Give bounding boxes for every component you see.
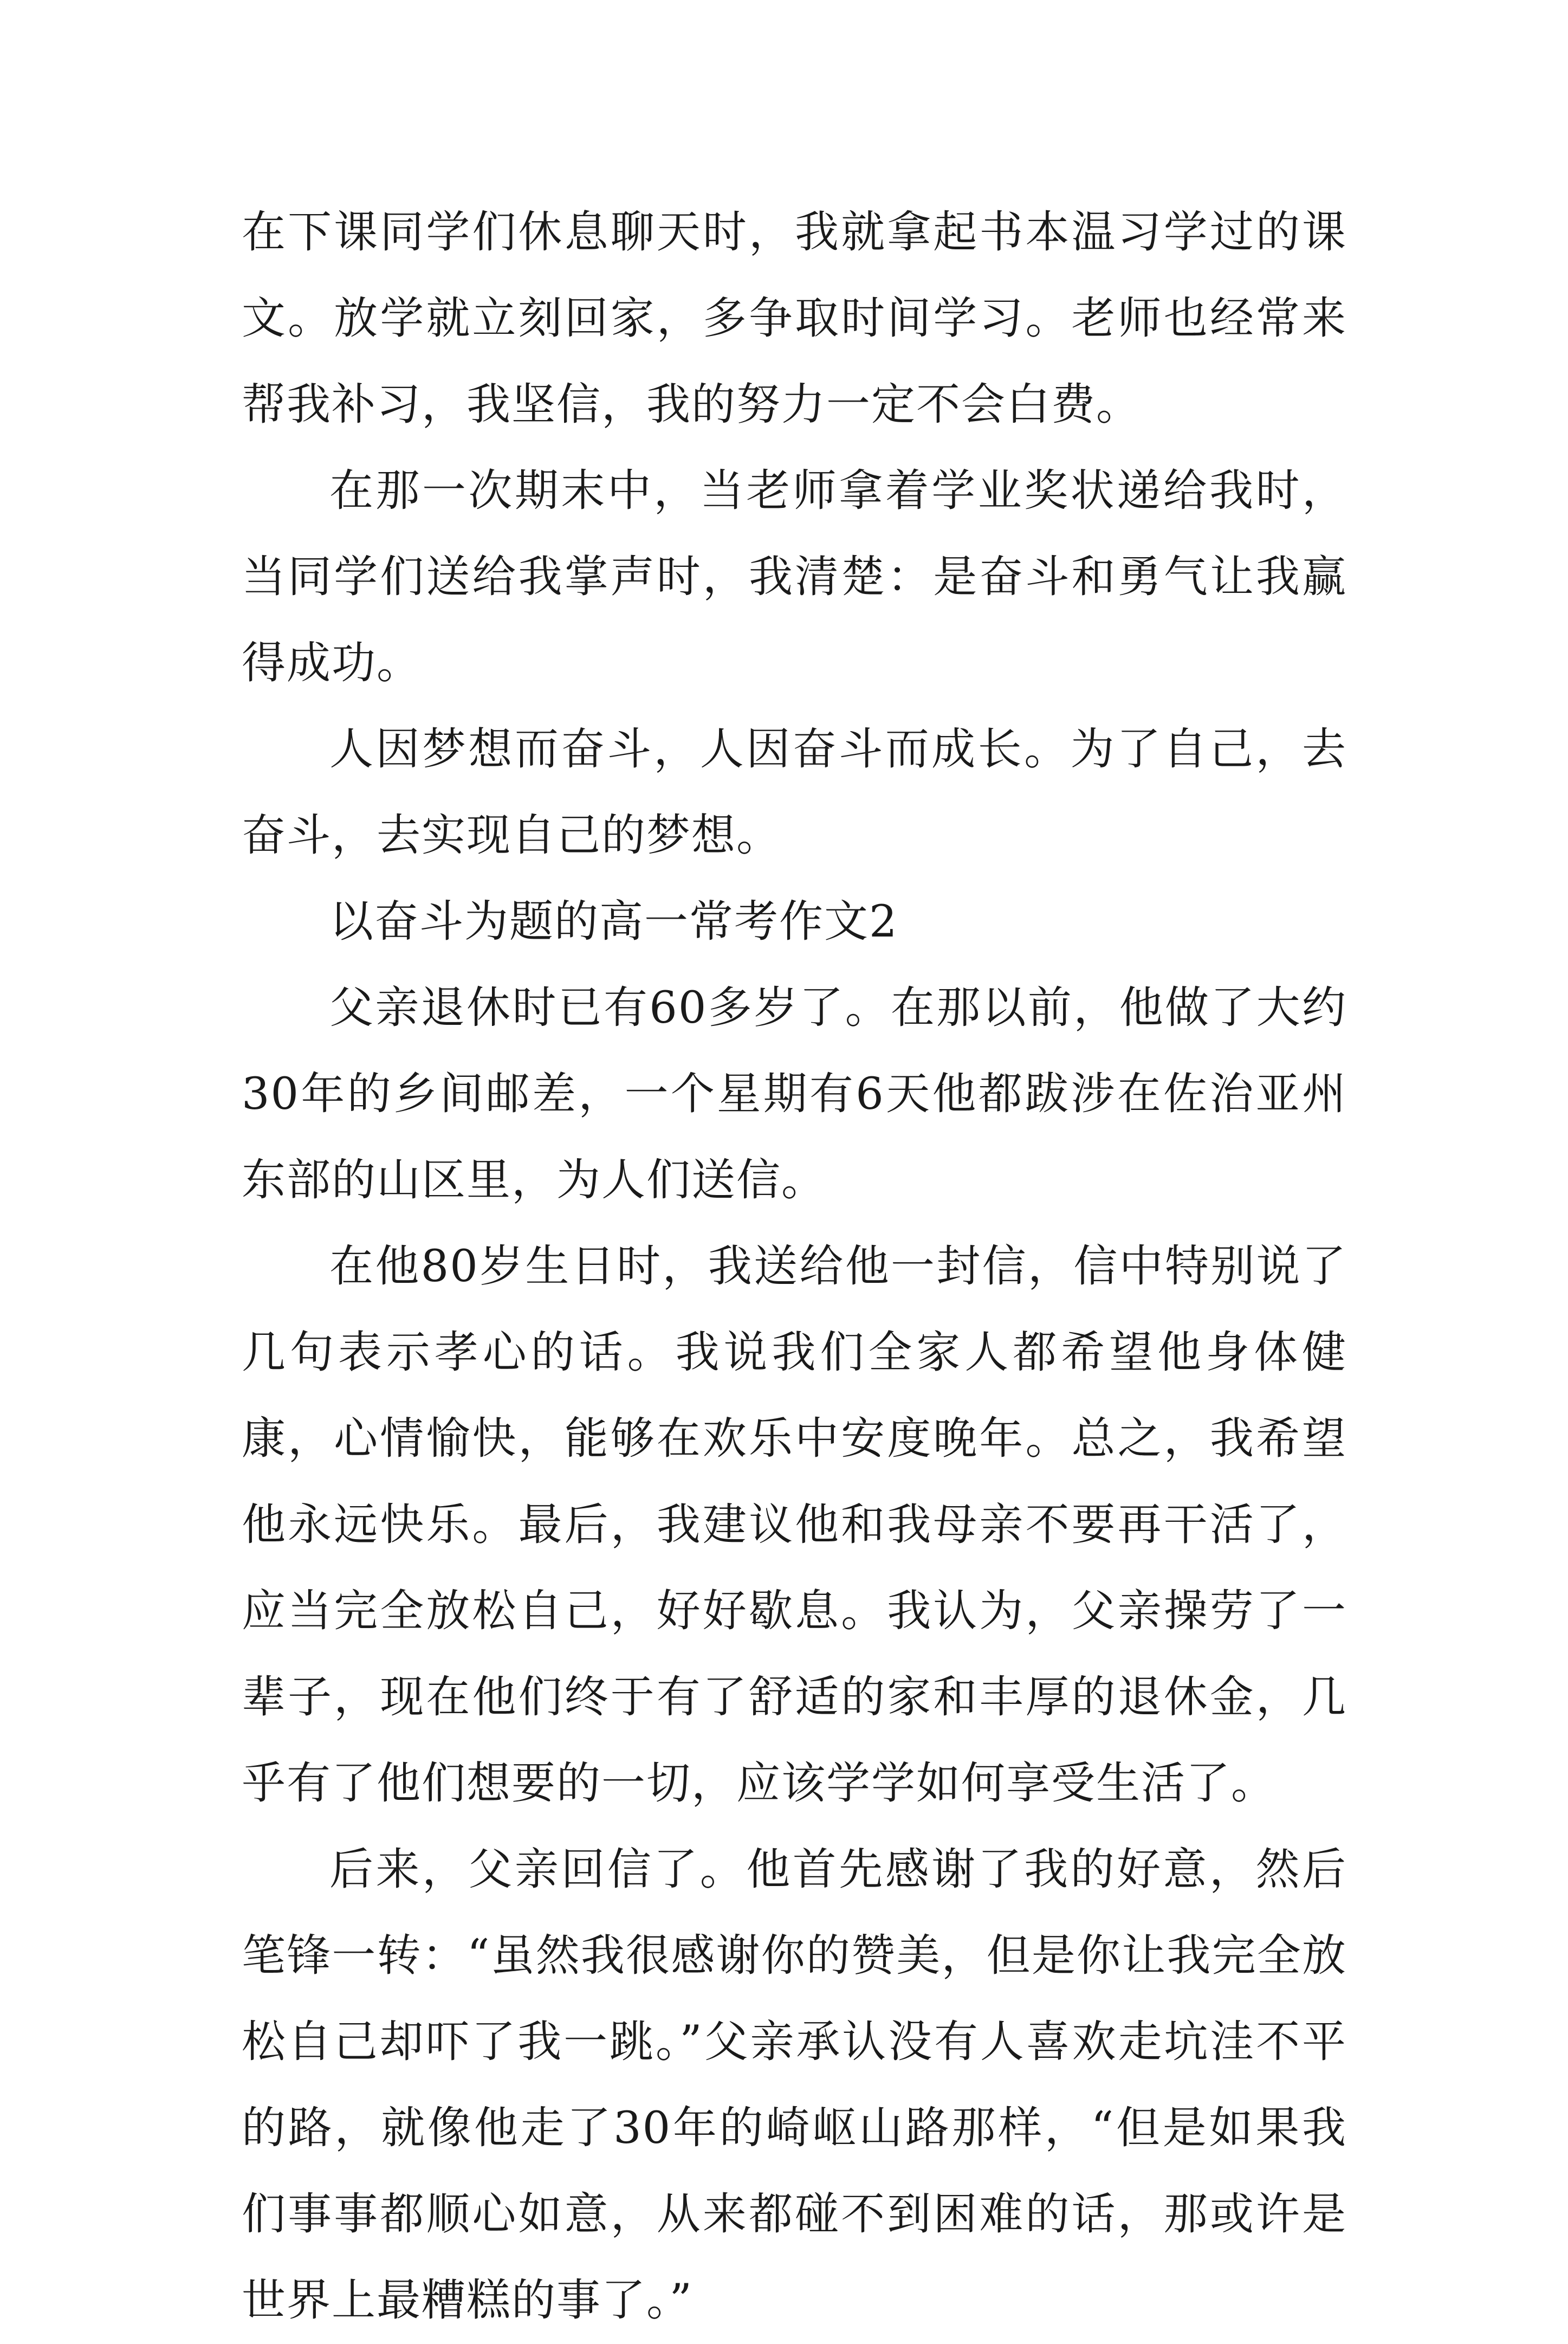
paragraph-7: 后来，父亲回信了。他首先感谢了我的好意，然后笔锋一转：“虽然我很感谢你的赞美，但是你让我完全放松自己却吓了我一跳。”父亲承认没有人喜欢走坑洼不平的路，就像他走了30年的崎岖山路那样，“但是如果我们事事都顺心如意，从来都碰不到困难的话，那或许是世界上最糟糕的事了。” — [242, 1844, 1347, 2326]
document-body — [242, 190, 1347, 2344]
paragraph-1: 在下课同学们休息聊天时，我就拿起书本温习学过的课文。放学就立刻回家，多争取时间学习。老师也经常来帮我补习，我坚信，我的努力一定不会白费。 — [242, 207, 1347, 430]
paragraph-2: 在那一次期末中，当老师拿着学业奖状递给我时，当同学们送给我掌声时，我清楚：是奋斗和勇气让我赢得成功。 — [242, 466, 1347, 689]
paragraph-5: 父亲退休时已有60多岁了。在那以前，他做了大约30年的乡间邮差，一个星期有6天他都跋涉在佐治亚州东部的山区里，为人们送信。 — [242, 983, 1347, 1206]
paragraph-6: 在他80岁生日时，我送给他一封信，信中特别说了几句表示孝心的话。我说我们全家人都希望他身体健康，心情愉快，能够在欢乐中安度晚年。总之，我希望他永远快乐。最后，我建议他和我母亲不要再干活了，应当完全放松自己，好好歇息。我认为，父亲操劳了一辈子，现在他们终于有了舒适的家和丰厚的退休金，几乎有了他们想要的一切，应该学学如何享受生活了。 — [242, 1241, 1347, 1809]
essay-heading: 以奋斗为题的高一常考作文2 — [329, 896, 898, 947]
paragraph-3: 人因梦想而奋斗，人因奋斗而成长。为了自己，去奋斗，去实现自己的梦想。 — [242, 724, 1347, 861]
